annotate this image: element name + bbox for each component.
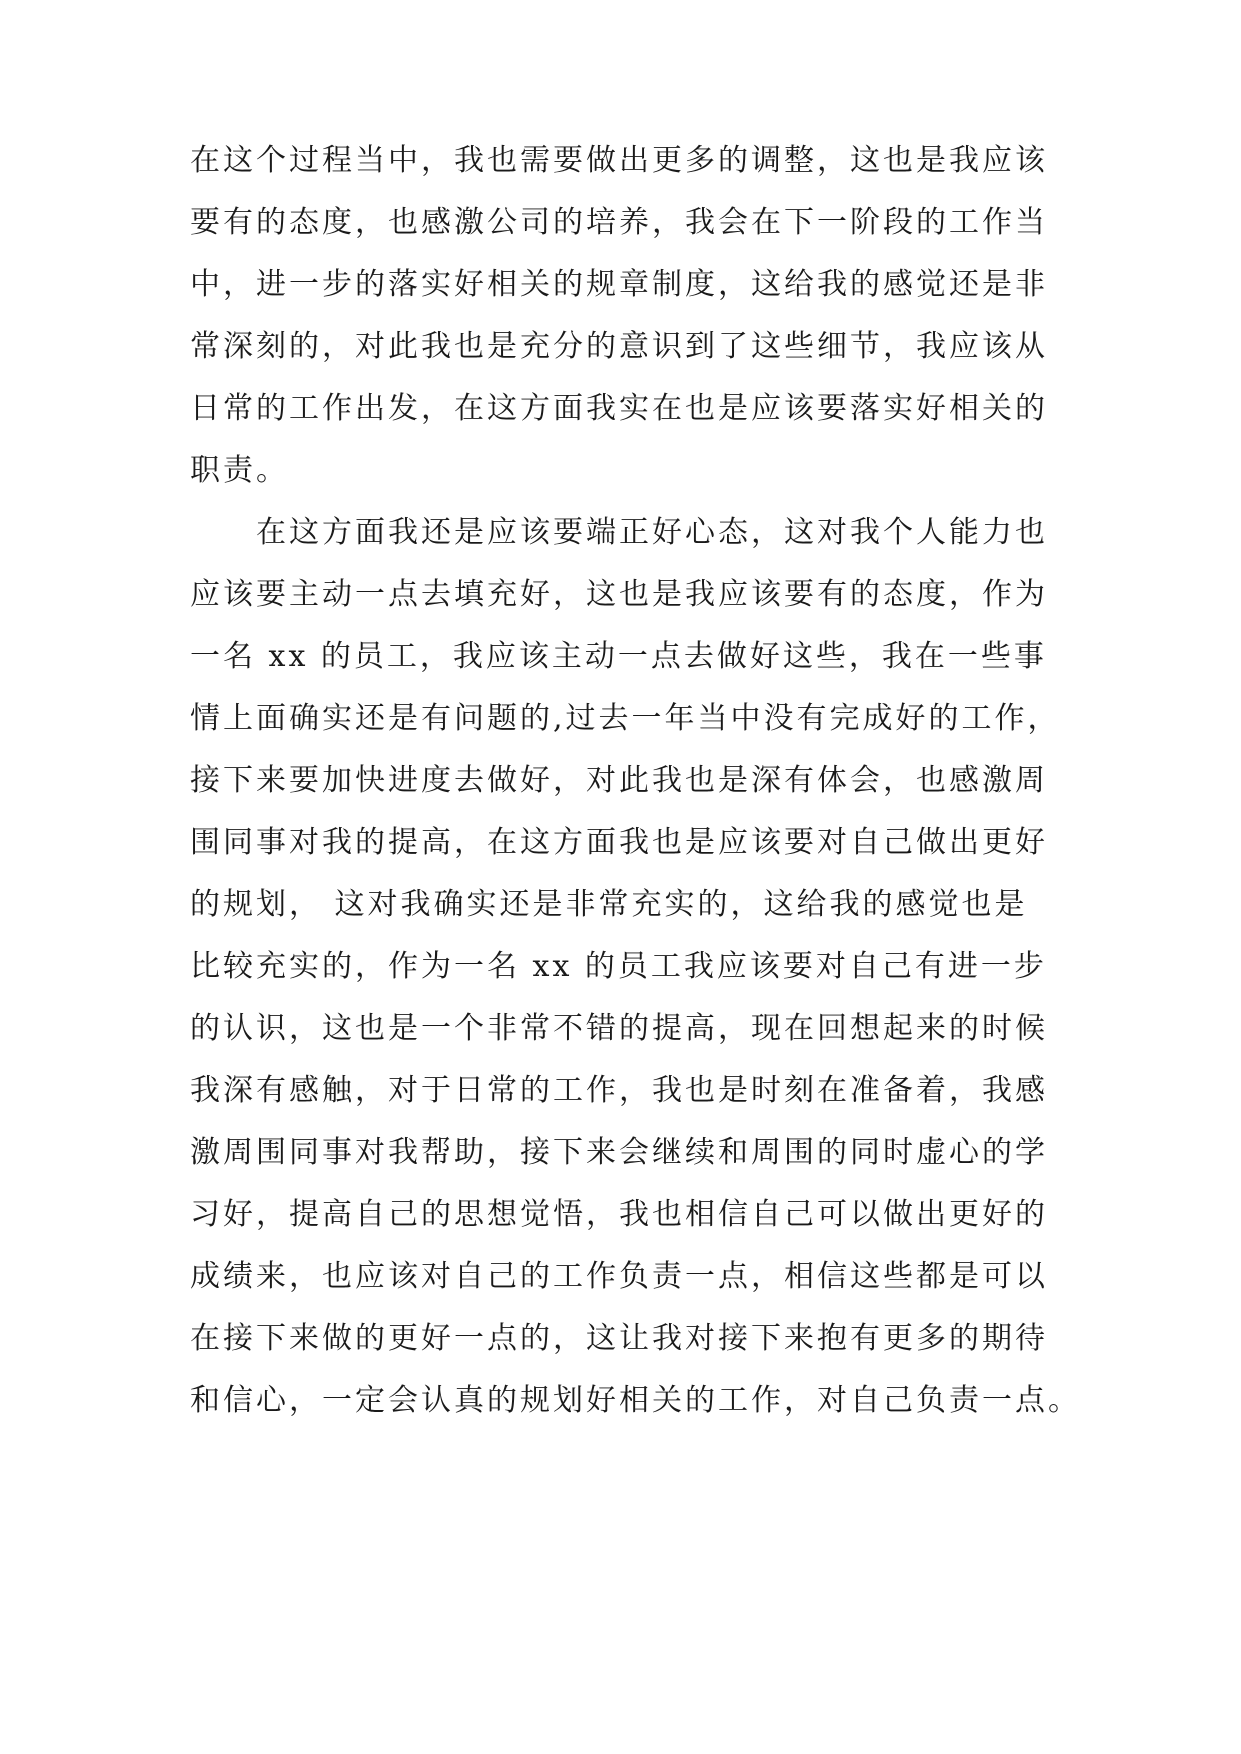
text-line: 在接下来做的更好一点的，这让我对接下来抱有更多的期待 bbox=[190, 1321, 1048, 1356]
text-line: 习好，提高自己的思想觉悟，我也相信自己可以做出更好的 bbox=[190, 1197, 1048, 1232]
text-line: 日常的工作出发，在这方面我实在也是应该要落实好相关的 bbox=[190, 391, 1048, 426]
text-line: 一名 xx 的员工，我应该主动一点去做好这些，我在一些事 bbox=[190, 639, 1047, 674]
text-line: 在这个过程当中，我也需要做出更多的调整，这也是我应该 bbox=[190, 143, 1048, 178]
text-line: 的规划， 这对我确实还是非常充实的，这给我的感觉也是 bbox=[190, 887, 1028, 922]
text-line: 要有的态度，也感激公司的培养，我会在下一阶段的工作当 bbox=[190, 205, 1048, 240]
text-line: 的认识，这也是一个非常不错的提高，现在回想起来的时候 bbox=[190, 1011, 1048, 1046]
text-line: 我深有感触，对于日常的工作，我也是时刻在准备着，我感 bbox=[190, 1073, 1048, 1108]
text-line: 围同事对我的提高，在这方面我也是应该要对自己做出更好 bbox=[190, 825, 1048, 860]
paragraph-2 bbox=[190, 502, 1081, 1432]
text-line: 接下来要加快进度去做好，对此我也是深有体会，也感激周 bbox=[190, 763, 1048, 798]
paragraph-1 bbox=[190, 130, 1060, 502]
text-line: 比较充实的，作为一名 xx 的员工我应该要对自己有进一步 bbox=[190, 949, 1047, 984]
text-line: 应该要主动一点去填充好，这也是我应该要有的态度，作为 bbox=[190, 577, 1048, 612]
text-line: 情上面确实还是有问题的,过去一年当中没有完成好的工作， bbox=[190, 701, 1061, 736]
text-line: 中，进一步的落实好相关的规章制度，这给我的感觉还是非 bbox=[190, 267, 1048, 302]
text-line: 常深刻的，对此我也是充分的意识到了这些细节，我应该从 bbox=[190, 329, 1048, 364]
text-line: 在这方面我还是应该要端正好心态，这对我个人能力也 bbox=[256, 515, 1048, 550]
document-body bbox=[190, 130, 1081, 1432]
text-line: 激周围同事对我帮助，接下来会继续和周围的同时虚心的学 bbox=[190, 1135, 1048, 1170]
text-line: 职责。 bbox=[190, 453, 289, 488]
text-line: 成绩来，也应该对自己的工作负责一点，相信这些都是可以 bbox=[190, 1259, 1048, 1294]
text-line: 和信心，一定会认真的规划好相关的工作，对自己负责一点。 bbox=[190, 1383, 1081, 1418]
